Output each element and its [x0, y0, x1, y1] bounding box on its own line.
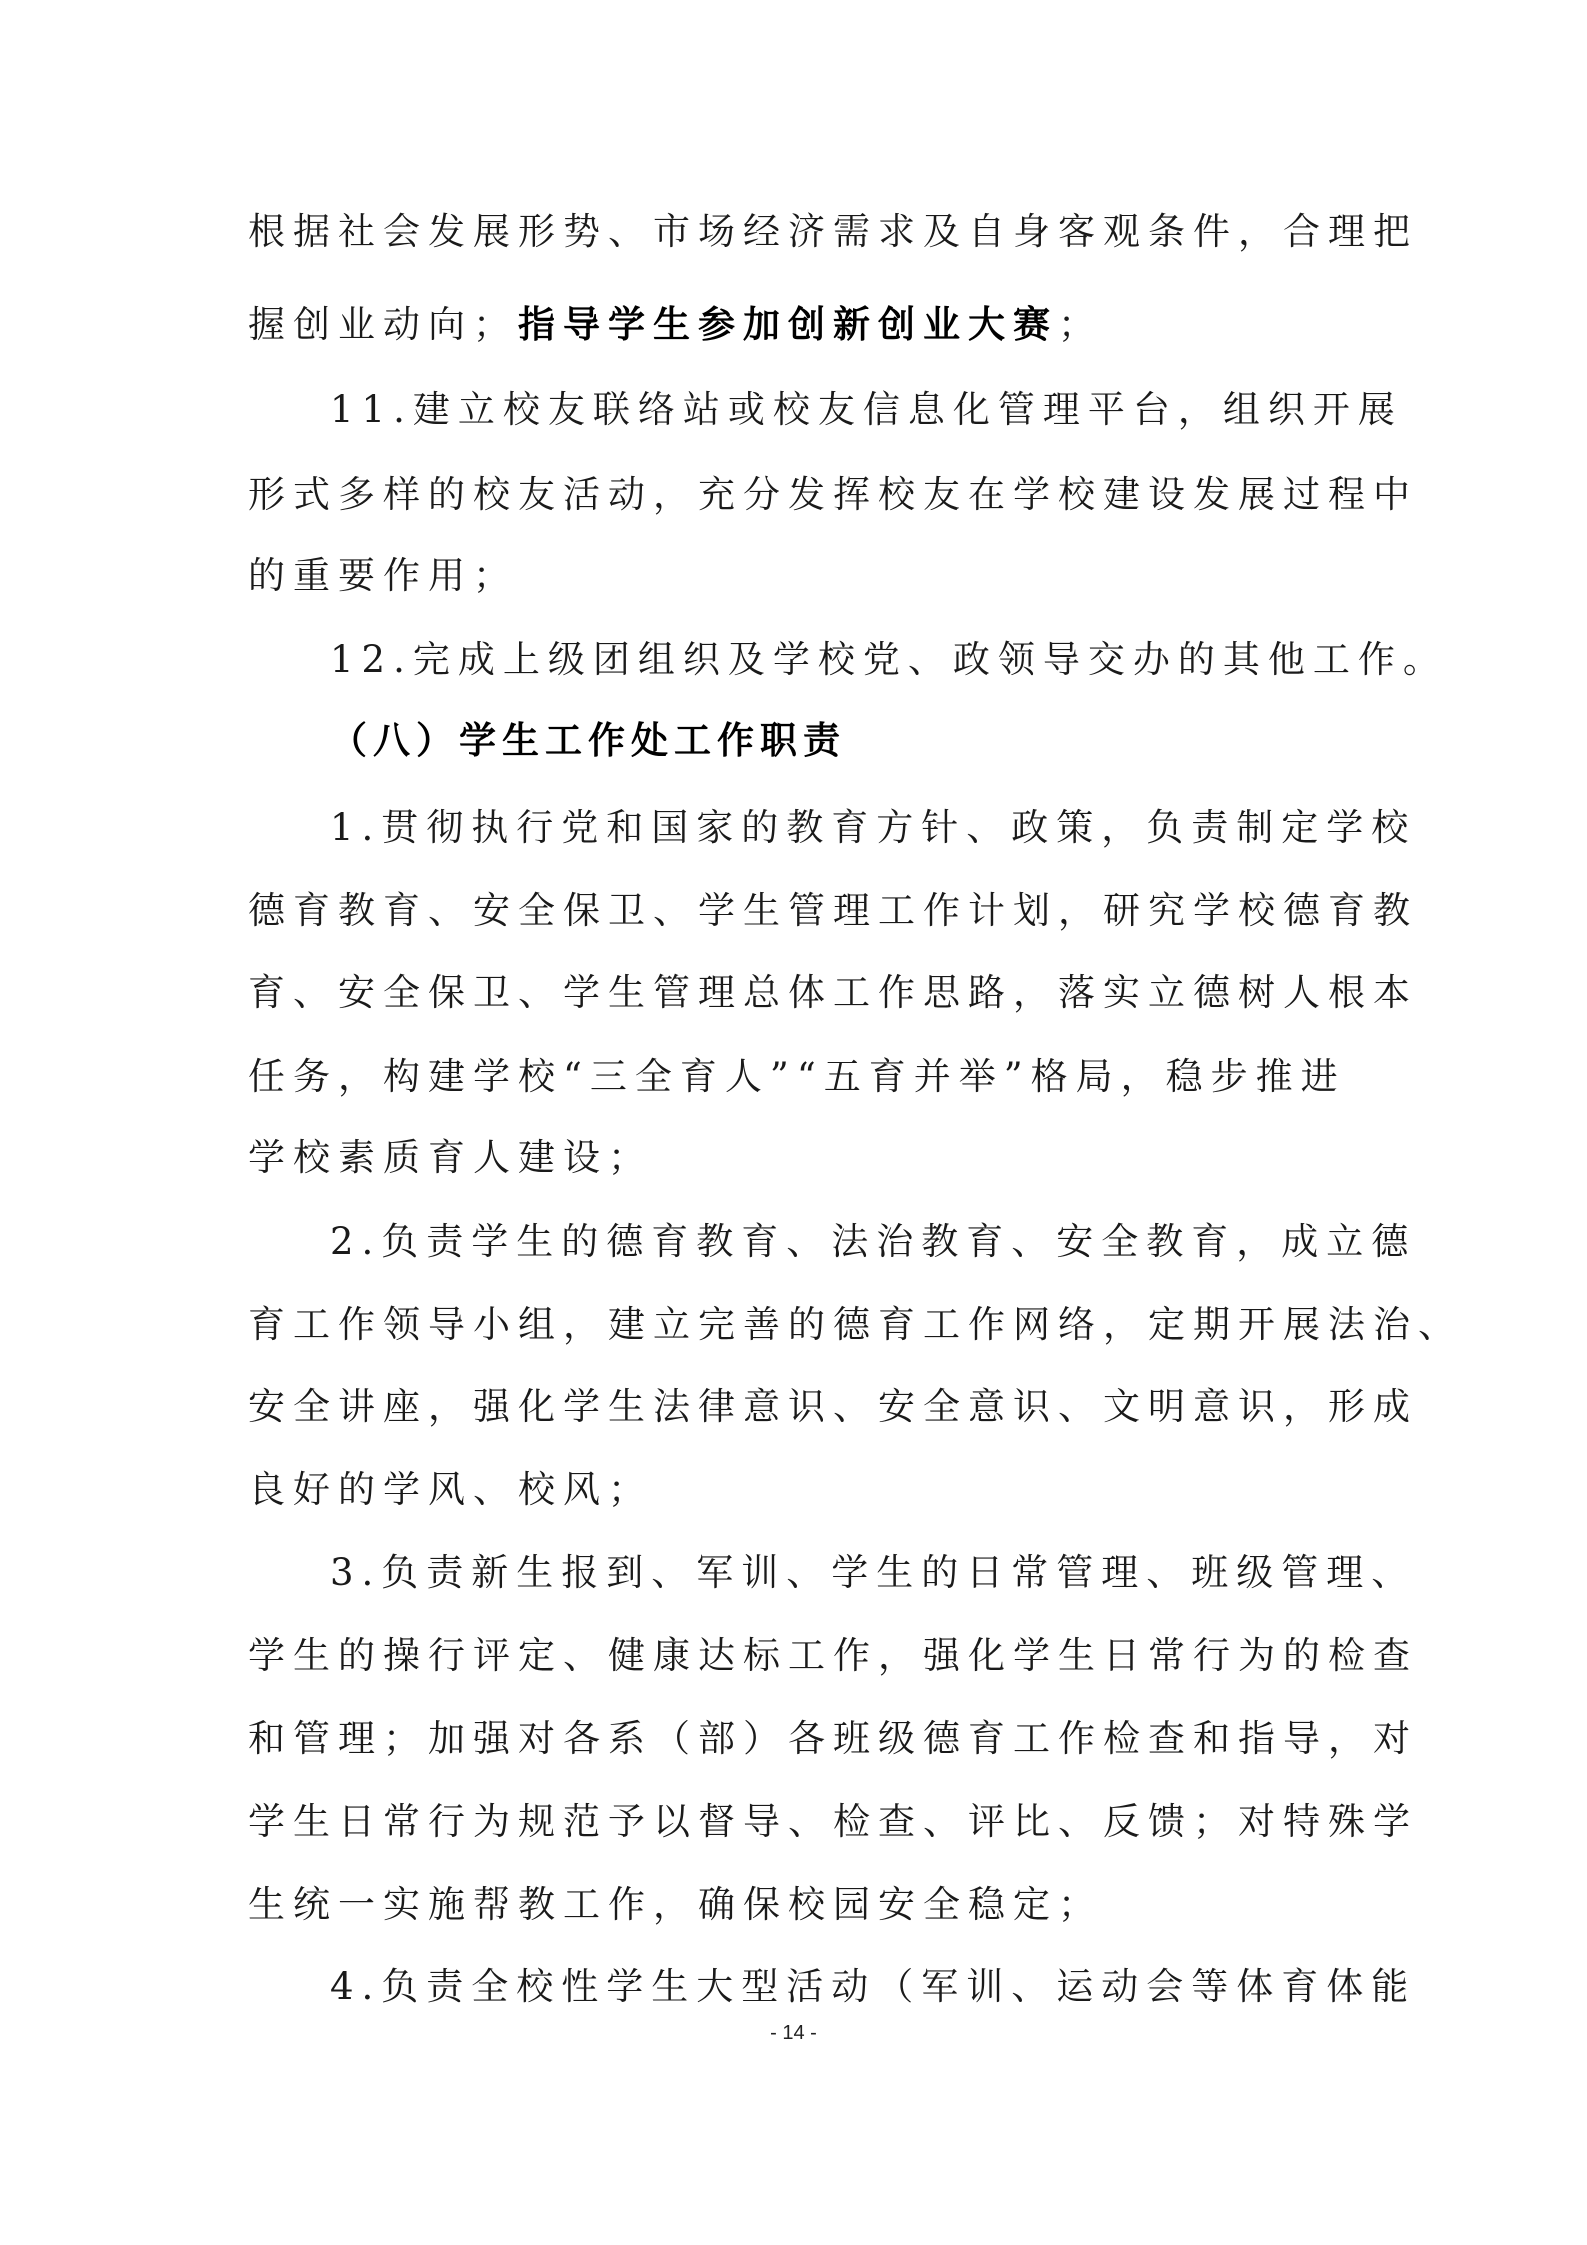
paragraph-line: 任务，构建学校“三全育人”“五育并举”格局，稳步推进 [248, 1055, 1346, 1098]
paragraph-line: 4.负责全校性学生大型活动（军训、运动会等体育体能 [330, 1965, 1417, 2008]
paragraph-line: 德育教育、安全保卫、学生管理工作计划，研究学校德育教 [248, 889, 1418, 932]
paragraph-line: 12.完成上级团组织及学校党、政领导交办的其他工作。 [330, 638, 1448, 681]
paragraph-line: 育、安全保卫、学生管理总体工作思路，落实立德树人根本 [248, 971, 1418, 1014]
page-number: - 14 - [770, 2022, 817, 2044]
section-heading: （八）学生工作处工作职责 [330, 719, 846, 762]
paragraph-line: 育工作领导小组，建立完善的德育工作网络，定期开展法治、 [248, 1303, 1463, 1346]
bold-emphasis-text: 指导学生参加创新创业大赛 [518, 303, 1058, 346]
paragraph-line: 3.负责新生报到、军训、学生的日常管理、班级管理、 [330, 1551, 1417, 1594]
paragraph-line [248, 300, 1348, 350]
paragraph-line: 学生日常行为规范予以督导、检查、评比、反馈；对特殊学 [248, 1800, 1418, 1843]
paragraph-line: 根据社会发展形势、市场经济需求及自身客观条件，合理把 [248, 210, 1418, 253]
paragraph-line: 11.建立校友联络站或校友信息化管理平台，组织开展 [330, 388, 1403, 431]
paragraph-line: 良好的学风、校风； [248, 1468, 653, 1511]
line-text: 握创业动向； [248, 303, 518, 346]
paragraph-line: 学生的操行评定、健康达标工作，强化学生日常行为的检查 [248, 1634, 1418, 1677]
paragraph-line: 安全讲座，强化学生法律意识、安全意识、文明意识，形成 [248, 1385, 1418, 1428]
paragraph-line: 生统一实施帮教工作，确保校园安全稳定； [248, 1883, 1103, 1926]
paragraph-line: 和管理；加强对各系（部）各班级德育工作检查和指导，对 [248, 1717, 1418, 1760]
paragraph-line: 2.负责学生的德育教育、法治教育、安全教育，成立德 [330, 1220, 1417, 1263]
paragraph-line: 形式多样的校友活动，充分发挥校友在学校建设发展过程中 [248, 473, 1418, 516]
paragraph-line: 的重要作用； [248, 554, 518, 597]
paragraph-line: 1.贯彻执行党和国家的教育方针、政策，负责制定学校 [330, 806, 1417, 849]
line-text: ； [1058, 303, 1103, 346]
paragraph-line: 学校素质育人建设； [248, 1136, 653, 1179]
